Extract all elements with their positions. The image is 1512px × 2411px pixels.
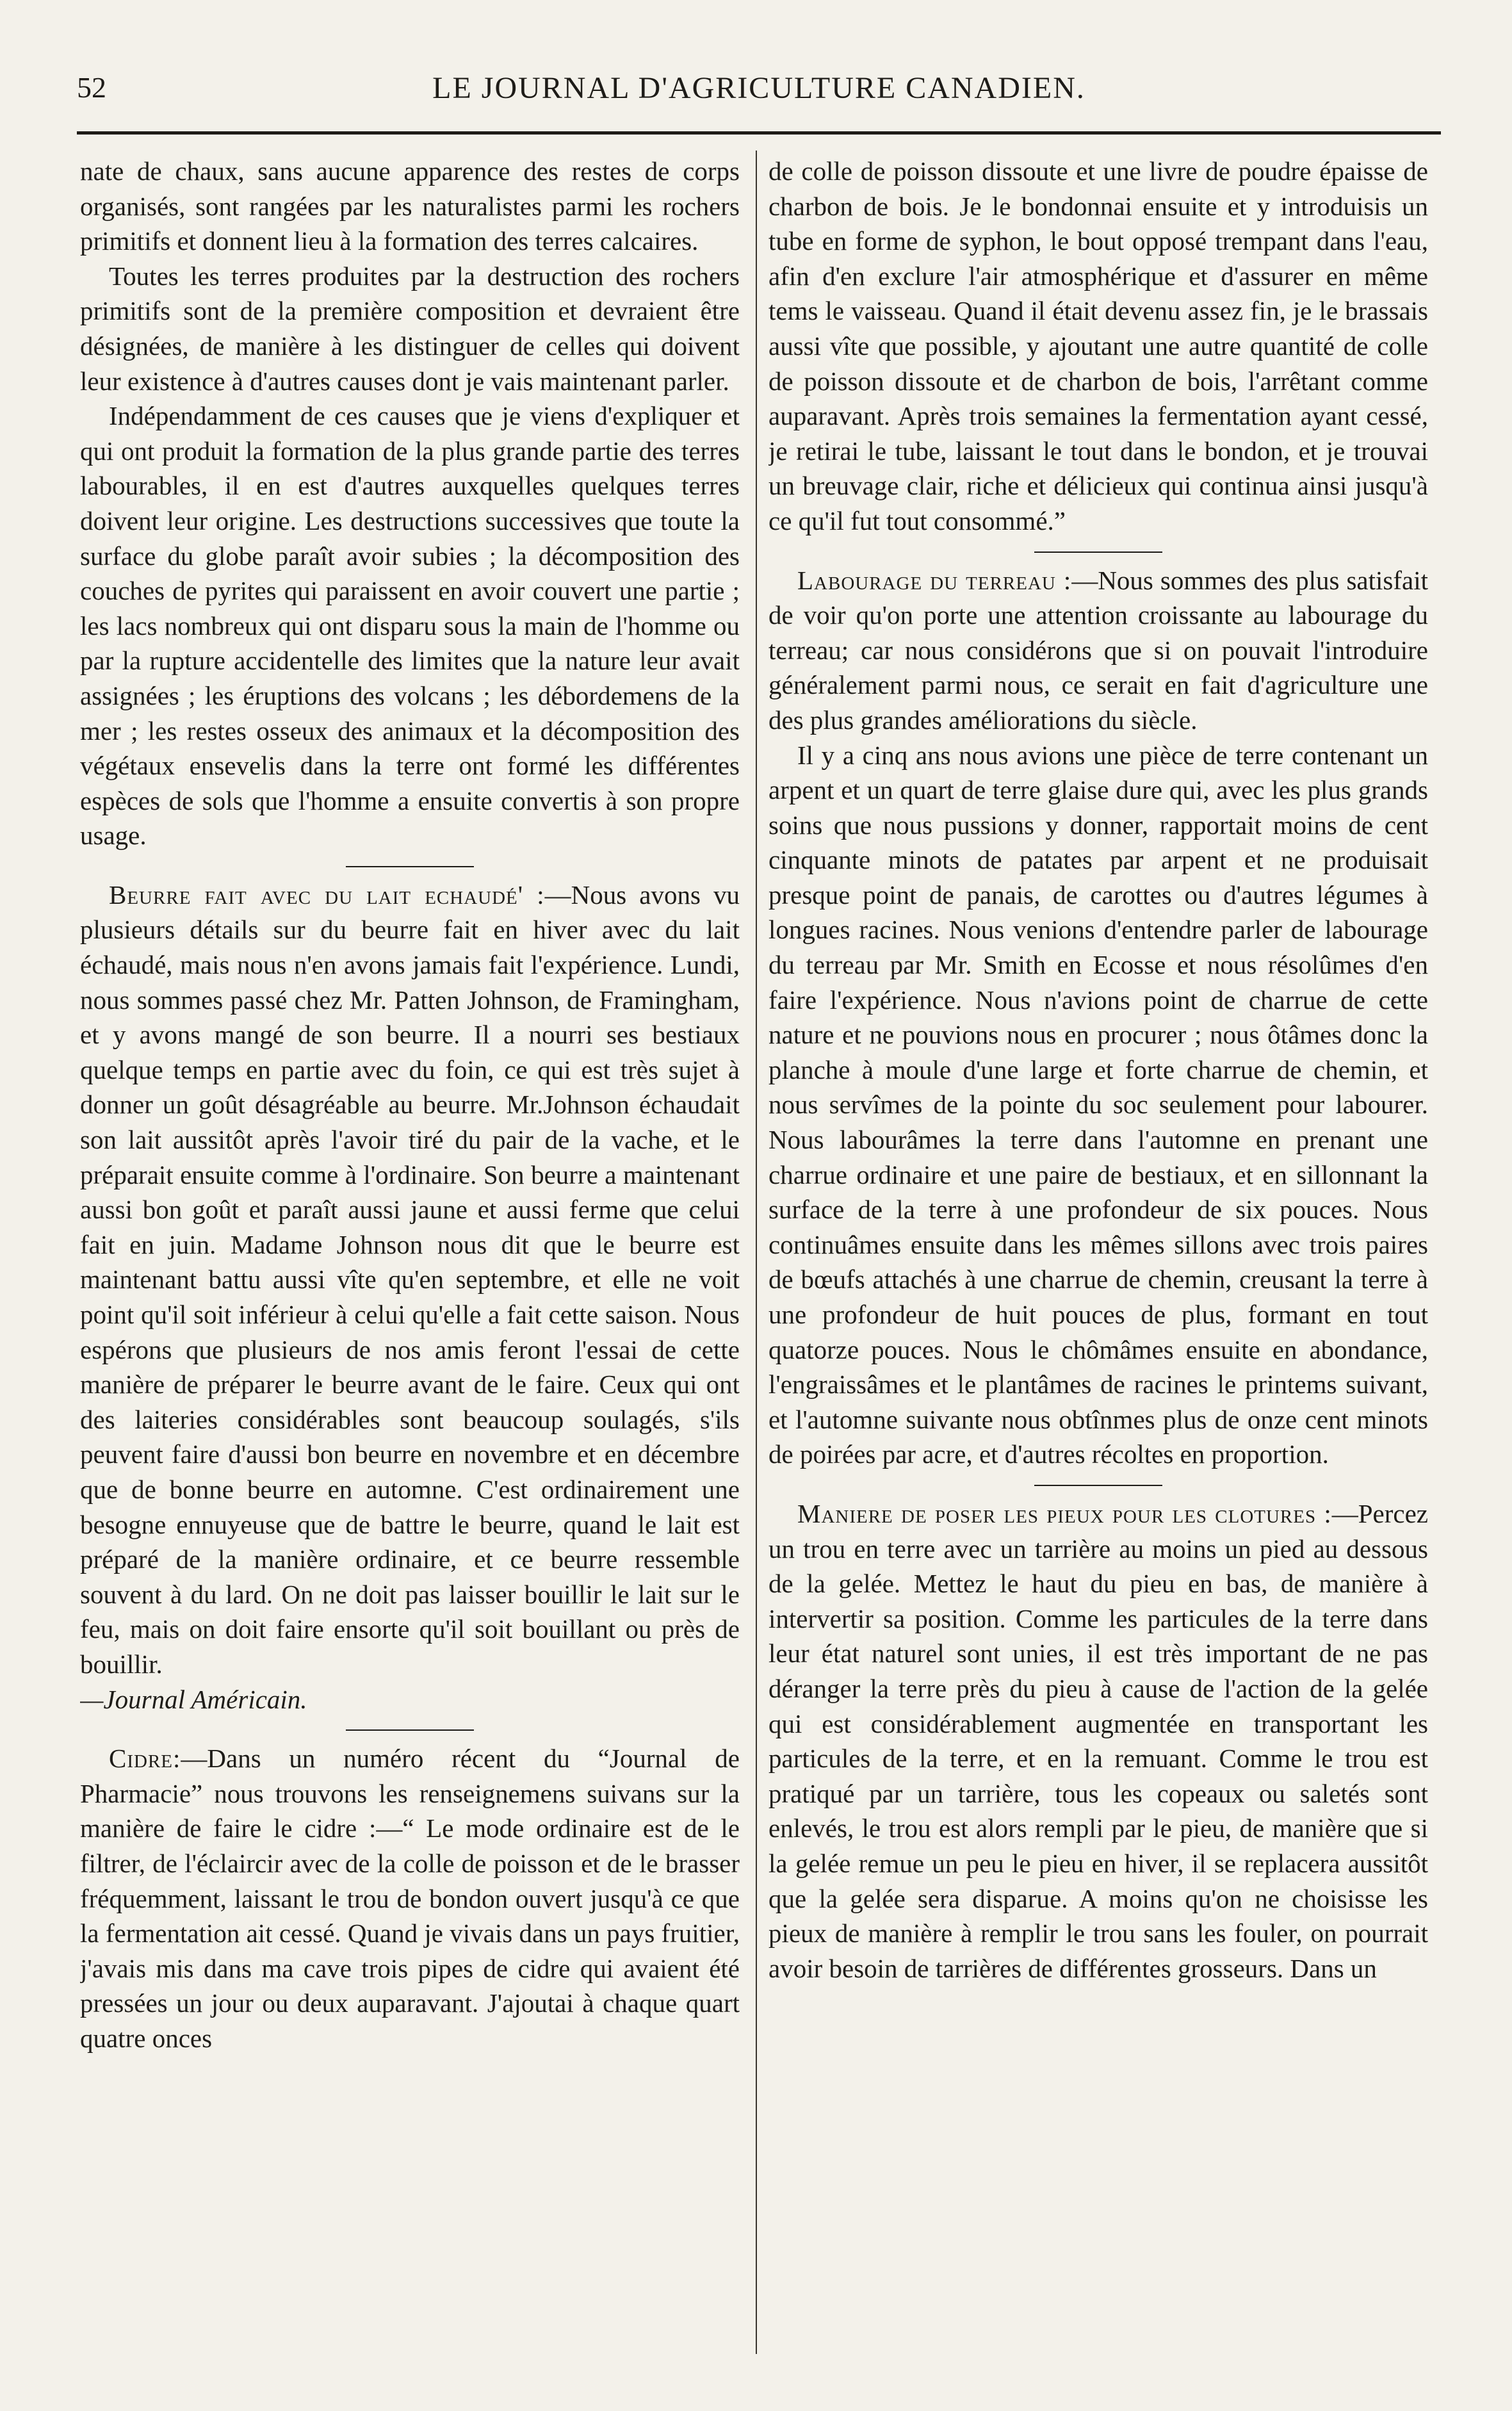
article-labourage-body: —Nous sommes des plus satisfait de voir qu'on porte une attention croissante au labourage du terreau; car nous considérons que si on pouvait l'introduire généralement parmi nous, ce serait en fait d'agriculture une des plus grandes améliorations du siècle. bbox=[768, 565, 1428, 735]
article-beurre-signature: —Journal Américain. bbox=[80, 1684, 307, 1714]
article-beurre-title: Beurre fait avec du lait echaudé' : bbox=[109, 879, 545, 910]
article-cidre bbox=[80, 1741, 740, 2055]
article-maniere-title: Maniere de poser les pieux pour les clotures : bbox=[797, 1498, 1332, 1528]
article-maniere-body: —Percez un trou en terre avec un tarrière au moins un pied au dessous de la gelée. Mettez le haut du pieu en bas, de manière à intervertir sa position. Comme les particules de la terre dans leur état naturel sont unies, il est très important de ne pas déranger la terre près du pieu à cause de l'action de la gelée qui est considérablement augmentée en transportant les particules de la terre, et en la remuant. Comme le trou est pratiqué par un tarrière, tous les copeaux ou saletés sont enlevés, le trou est alors rempli par le pieu, de manière que si la gelée remue un peu le pieu en hiver, il se replacera aussitôt que la gelée sera disparue. A moins qu'on ne choisisse les pieux de manière à remplir le trou sans les fouler, on pourrait avoir besoin de tarrières de différentes grosseurs. Dans un bbox=[768, 1498, 1428, 1983]
article-maniere bbox=[768, 1496, 1428, 1986]
column-divider bbox=[756, 151, 757, 2354]
section-separator bbox=[1034, 552, 1162, 553]
article-beurre bbox=[80, 878, 740, 1682]
article-labourage-p2: Il y a cinq ans nous avions une pièce de terre contenant un arpent et un quart de terre glaise dure qui, avec les plus grands soins que nous pussions y donner, rapportait moins de cent cinquante minots de patates par arpent et ne produisait presque point de panais, de carottes ou d'autres légumes à longues racines. Nous venions d'entendre parler de labourage du terreau par Mr. Smith en Ecosse et nous résolûmes d'en faire l'expérience. Nous n'avions point de charrue de cette nature et ne pouvions nous en procurer ; nous ôtâmes donc la planche à moule d'une large et forte charrue de chemin, et nous servîmes de la pointe du soc seulement pour labourer. Nous labourâmes la terre dans l'automne en prenant une charrue ordinaire et une paire de bestiaux, et en sillonnant la surface de la terre à une profondeur de six pouces. Nous continuâmes ensuite dans les mêmes sillons avec trois paires de bœufs attachés à une charrue de chemin, creusant la terre à une profondeur de huit pouces de plus, formant en tout quatorze pouces. Nous le chômâmes ensuite en abondance, l'engraissâmes et le plantâmes de racines le printems suivant, et l'automne suivante nous obtînmes plus de onze cent minots de poirées par acre, et d'autres récoltes en proportion. bbox=[768, 740, 1428, 1469]
article-beurre-body: —Nous avons vu plusieurs détails sur du beurre fait en hiver avec du lait échaudé, mais nous n'en avons jamais fait l'expérience. Lundi, nous sommes passé chez Mr. Patten Johnson, de Framingham, et y avons mangé de son beurre. Il a nourri ses bestiaux quelque temps en partie avec du foin, ce qui est très sujet à donner un goût désagréable au beurre. Mr.Johnson échaudait son lait aussitôt après l'avoir tiré du pair de la vache, et le préparait ensuite comme à l'ordinaire. Son beurre a maintenant aussi bon goût et paraît aussi jaune et aussi ferme que celui fait en juin. Madame Johnson nous dit que le beurre est maintenant battu aussi vîte qu'en septembre, et elle ne voit point qu'il soit inférieur à celui qu'elle a fait cette saison. Nous espérons que plusieurs de nos amis feront l'essai de cette manière de préparer le beurre avant de le faire. Ceux qui ont des laiteries considérables sont beaucoup soulagés, s'ils peuvent faire d'aussi bon beurre en novembre et en décembre que de bonne beurre en automne. C'est ordinairement une besogne ennuyeuse que de battre le beurre, quand le lait est préparé de la manière ordinaire, et ce beurre ressemble souvent à du lard. On ne doit pas laisser bouillir le lait sur le feu, mais on doit faire ensorte qu'il soit bouillant ou près de bouillir. bbox=[80, 879, 740, 1679]
paragraph-independamment: Indépendamment de ces causes que je viens d'expliquer et qui ont produit la formation de la plus grande partie des terres labourables, il en est d'autres auxquelles quelques terres doivent leur origine. Les destructions successives que toute la surface du globe paraît avoir subies ; la décomposition des couches de pyrites qui paraissent en avoir couvert une partie ; les lacs nombreux qui ont disparu sous la main de l'homme ou par la rupture accidentelle des limites que la nature leur avait assignées ; les éruptions des volcans ; les débordemens de la mer ; les restes osseux des animaux et la décomposition des végétaux ensevelis dans la terre ont formé les différentes espèces de sols que l'homme a ensuite convertis à son propre usage. bbox=[80, 401, 740, 851]
article-cidre-continuation: de colle de poisson dissoute et une livre de poudre épaisse de charbon de bois. Je le bondonnai ensuite et y introduisis un tube en forme de syphon, le bout opposé trempant dans l'eau, afin d'en exclure l'air atmosphérique et d'assurer en même tems le vaisseau. Quand il était devenu assez fin, je le brassais aussi vîte que possible, y ajoutant une autre quantité de colle de poisson dissoute et de charbon de bois, l'arrêtant comme auparavant. Après trois semaines la fermentation ayant cessé, je retirai le tube, laissant le tout dans le bondon, et je trouvai un breuvage clair, riche et délicieux qui continua ainsi jusqu'à ce qu'il fut tout consommé.” bbox=[768, 156, 1428, 535]
paragraph-terres-produites: Toutes les terres produites par la destruction des rochers primitifs sont de la première composition et devraient être désignées, de manière à les distinguer de celles qui doivent leur existence à d'autres causes dont je vais maintenant parler. bbox=[80, 261, 740, 396]
section-separator bbox=[346, 866, 474, 867]
header-rule bbox=[77, 131, 1441, 135]
journal-title: LE JOURNAL D'AGRICULTURE CANADIEN. bbox=[432, 71, 1085, 105]
section-separator bbox=[1034, 1485, 1162, 1486]
article-labourage-title: Labourage du terreau : bbox=[797, 565, 1072, 595]
paragraph-chaux: nate de chaux, sans aucune apparence des restes de corps organisés, sont rangées par les naturalistes parmi les rochers primitifs et donnent lieu à la formation des terres calcaires. bbox=[80, 156, 740, 256]
article-cidre-body: —Dans un numéro récent du “Journal de Pharmacie” nous trouvons les renseignemens suivans sur la manière de faire le cidre :—“ Le mode ordinaire est de le filtrer, de l'éclaircir avec de la colle de poisson et de le brasser fréquemment, laissant le trou de bondon ouvert jusqu'à ce que la fermentation ait cessé. Quand je vivais dans un pays fruitier, j'avais mis dans ma cave trois pipes de cidre qui avaient été pressées un jour ou deux auparavant. J'ajoutai à chaque quart quatre onces bbox=[80, 1744, 740, 2053]
right-column bbox=[768, 154, 1428, 2357]
left-column bbox=[80, 154, 740, 2357]
page-number: 52 bbox=[77, 71, 106, 104]
section-separator bbox=[346, 1729, 474, 1731]
page-header bbox=[77, 64, 1441, 122]
article-labourage bbox=[768, 563, 1428, 738]
article-cidre-title: Cidre: bbox=[109, 1744, 181, 1774]
